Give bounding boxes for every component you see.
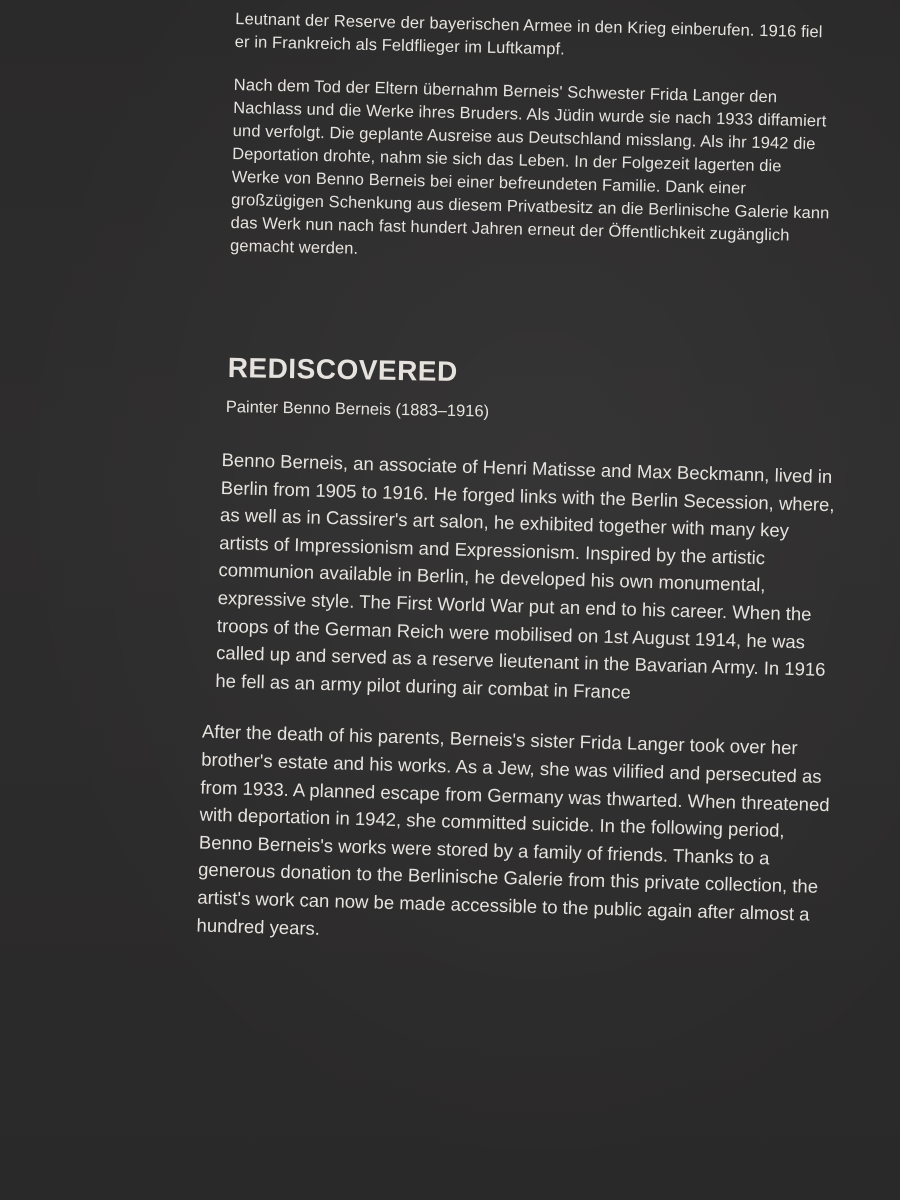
german-text-block [229,0,835,292]
section-subtitle: Painter Benno Berneis (1883–1916) [225,398,490,421]
section-heading: REDISCOVERED [227,352,459,388]
german-paragraph-2: Nach dem Tod der Eltern übernahm Berneis' Schwester Frida Langer den Nachlass und die Werke ihres Bruders. Als Jüdin wurde sie nach 1933 diffamiert und verfolgt. Die geplante Ausreise aus Deutschland misslang. Als ihr 1942 die Deportation drohte, nahm sie sich das Leben. In der Folgezeit lagerten die Werke von Benno Berneis bei einer befreundeten Familie. Dank einer großzügigen Schenkung aus diesem Privatbesitz an die Berlinische Galerie kann das Werk nun nach fast hundert Jahren erneut der Öffentlichkeit zugänglich gemacht werden. [229,75,830,258]
english-paragraph-2: After the death of his parents, Berneis's sister Frida Langer took over her brother's estate and his works. As a Jew, she was vilified and persecuted as from 1933. A planned escape from Germany was thwarted. When threatened with deportation in 1942, she committed suicide. In the following period, Benno Berneis's works were stored by a family of friends. Thanks to a generous donation to the Berlinische Galerie from this private collection, the artist's work can now be made accessible to the public again after almost a hundred years. [196,720,830,939]
english-text-block [196,446,842,980]
german-paragraph-1: Leutnant der Reserve der bayerischen Armee in den Krieg einberufen. 1916 fiel er in Frankreich als Feldflieger im Luftkampf. [234,9,823,59]
english-paragraph-1: Benno Berneis, an associate of Henri Matisse and Max Beckmann, lived in Berlin from 1905 to 1916. He forged links with the Berlin Secession, where, as well as in Cassirer's art salon, he exhibited together with many key artists of Impressionism and Expressionism. Inspired by the artistic communion available in Berlin, he developed his own monumental, expressive style. The First World War put an end to his career. When the troops of the German Reich were mobilised on 1st August 1914, he was called up and served as a reserve lieutenant in the Bavarian Army. In 1916 he fell as an army pilot during air combat in France [215,448,835,703]
